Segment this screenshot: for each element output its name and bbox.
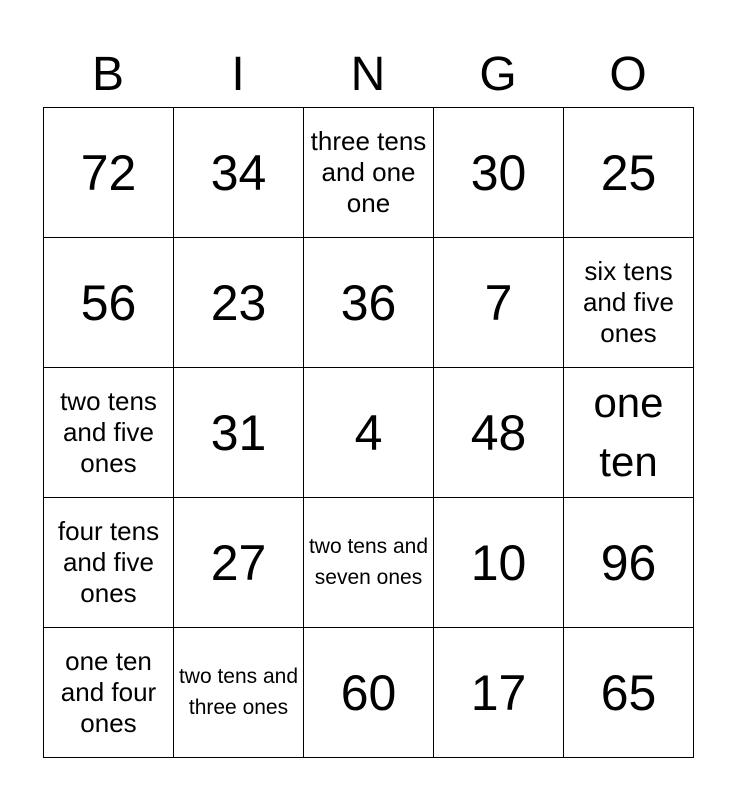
bingo-cell[interactable]: one ten (564, 368, 694, 498)
header-letter-g: G (479, 48, 517, 101)
header-letter-b: B (91, 48, 124, 101)
bingo-cell[interactable]: 30 (434, 108, 564, 238)
bingo-cell[interactable]: 34 (174, 108, 304, 238)
bingo-board (43, 107, 694, 758)
bingo-cell[interactable]: 48 (434, 368, 564, 498)
bingo-cell[interactable]: 17 (434, 628, 564, 758)
bingo-cell[interactable]: one ten and four ones (44, 628, 174, 758)
bingo-cell[interactable]: 10 (434, 498, 564, 628)
bingo-header (43, 44, 693, 106)
bingo-cell[interactable]: 23 (174, 238, 304, 368)
bingo-cell[interactable]: 31 (174, 368, 304, 498)
header-letter-n: N (350, 48, 386, 101)
bingo-cell[interactable]: 72 (44, 108, 174, 238)
bingo-cell[interactable]: two tens and five ones (44, 368, 174, 498)
bingo-cell[interactable]: 36 (304, 238, 434, 368)
bingo-cell[interactable]: four tens and five ones (44, 498, 174, 628)
bingo-cell[interactable]: two tens and three ones (174, 628, 304, 758)
bingo-cell[interactable]: 60 (304, 628, 434, 758)
bingo-cell[interactable]: 56 (44, 238, 174, 368)
bingo-cell[interactable]: six tens and five ones (564, 238, 694, 368)
bingo-cell[interactable]: 65 (564, 628, 694, 758)
header-letter-o: O (609, 48, 647, 101)
bingo-cell[interactable]: three tens and one one (304, 108, 434, 238)
bingo-cell[interactable]: 25 (564, 108, 694, 238)
bingo-cell[interactable]: two tens and seven ones (304, 498, 434, 628)
bingo-cell[interactable]: 27 (174, 498, 304, 628)
bingo-cell[interactable]: 96 (564, 498, 694, 628)
bingo-cell[interactable]: 7 (434, 238, 564, 368)
bingo-cell[interactable]: 4 (304, 368, 434, 498)
header-letter-i: I (231, 48, 245, 101)
